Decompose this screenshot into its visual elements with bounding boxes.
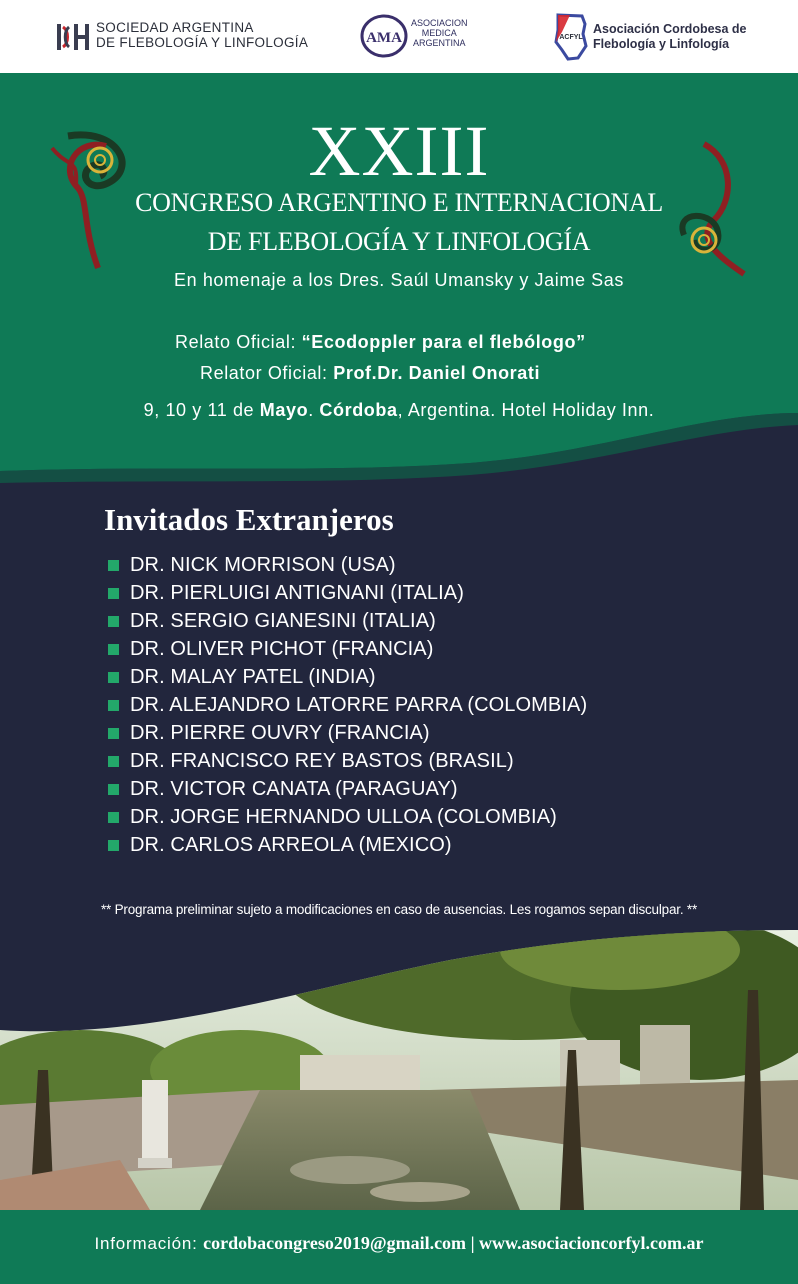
- city-canal-photo: [0, 930, 798, 1210]
- bullet-square-icon: [108, 560, 119, 571]
- bullet-square-icon: [108, 700, 119, 711]
- dates-part-a: 9, 10 y 11 de: [143, 400, 260, 420]
- acfyl-logo-text: [593, 22, 747, 52]
- email-link[interactable]: cordobacongreso2019@gmail.com: [203, 1233, 467, 1253]
- congress-title-line2: DE FLEBOLOGÍA Y LINFOLOGÍA: [207, 227, 591, 256]
- disclaimer-note: ** Programa preliminar sujeto a modificaciones en caso de ausencias. Les rogamos sepan disculpar. **: [100, 902, 698, 917]
- dates-part-c: , Argentina. Hotel Holiday Inn.: [397, 400, 655, 420]
- relator-label: Relator Oficial:: [200, 363, 334, 383]
- bullet-square-icon: [108, 728, 119, 739]
- guests-list: [108, 551, 587, 859]
- info-separator: |: [466, 1233, 480, 1253]
- guest-item: DR. VICTOR CANATA (PARAGUAY): [108, 775, 587, 803]
- guest-item: DR. OLIVER PICHOT (FRANCIA): [108, 635, 587, 663]
- acfyl-badge: ACFYL: [559, 34, 583, 41]
- guest-item: DR. JORGE HERNANDO ULLOA (COLOMBIA): [108, 803, 587, 831]
- sael-name-line1: SOCIEDAD ARGENTINA: [96, 20, 254, 35]
- dates-city: Córdoba: [319, 400, 398, 420]
- bullet-square-icon: [108, 644, 119, 655]
- guest-item: DR. PIERLUIGI ANTIGNANI (ITALIA): [108, 579, 587, 607]
- ama-line1: ASOCIACION: [411, 18, 468, 28]
- dates-month: Mayo: [259, 400, 309, 420]
- bullet-square-icon: [108, 812, 119, 823]
- relator-value: Prof.Dr. Daniel Onorati: [333, 363, 541, 383]
- bullet-square-icon: [108, 672, 119, 683]
- acfyl-line2: Flebología y Linfología: [593, 37, 730, 51]
- acfyl-line1: Asociación Cordobesa de: [593, 22, 747, 36]
- dates-venue-line: [0, 398, 798, 422]
- guests-heading: Invitados Extranjeros: [104, 502, 394, 537]
- ama-line3: ARGENTINA: [413, 38, 466, 48]
- bullet-square-icon: [108, 840, 119, 851]
- homage-line: En homenaje a los Dres. Saúl Umansky y Jaime Sas: [174, 270, 624, 290]
- relato-label: Relato Oficial:: [175, 332, 302, 352]
- bullet-square-icon: [108, 588, 119, 599]
- bullet-square-icon: [108, 784, 119, 795]
- acfyl-province-map-icon: [552, 12, 590, 62]
- ama-logo-text: [411, 18, 468, 48]
- guest-item: DR. PIERRE OUVRY (FRANCIA): [108, 719, 587, 747]
- guest-item: DR. NICK MORRISON (USA): [108, 551, 587, 579]
- info-label: Información:: [94, 1234, 204, 1253]
- ama-monogram: AMA: [366, 30, 402, 46]
- congress-title-line1: CONGRESO ARGENTINO E INTERNACIONAL: [135, 188, 663, 217]
- header-logos-bar: [0, 0, 798, 73]
- guest-item: DR. MALAY PATEL (INDIA): [108, 663, 587, 691]
- website-link[interactable]: www.asociacioncorfyl.com.ar: [479, 1233, 704, 1253]
- guest-item: DR. FRANCISCO REY BASTOS (BRASIL): [108, 747, 587, 775]
- dates-part-b: .: [308, 400, 320, 420]
- bullet-square-icon: [108, 756, 119, 767]
- ama-line2: MEDICA: [421, 28, 457, 38]
- guest-item: DR. SERGIO GIANESINI (ITALIA): [108, 607, 587, 635]
- bullet-square-icon: [108, 616, 119, 627]
- congress-edition-number: XXIII: [308, 111, 490, 191]
- relato-value: “Ecodoppler para el flebólogo”: [301, 332, 586, 352]
- sael-name-line2: DE FLEBOLOGÍA Y LINFOLOGÍA: [96, 35, 309, 50]
- relato-oficial: [175, 330, 586, 354]
- sael-logo-text: [96, 20, 308, 50]
- sael-emblem-icon: [56, 22, 90, 52]
- guest-item: DR. CARLOS ARREOLA (MEXICO): [108, 831, 587, 859]
- guest-item: DR. ALEJANDRO LATORRE PARRA (COLOMBIA): [108, 691, 587, 719]
- ama-logo-icon: [360, 14, 408, 58]
- relator-oficial: [200, 361, 540, 385]
- contact-info: [0, 1231, 798, 1256]
